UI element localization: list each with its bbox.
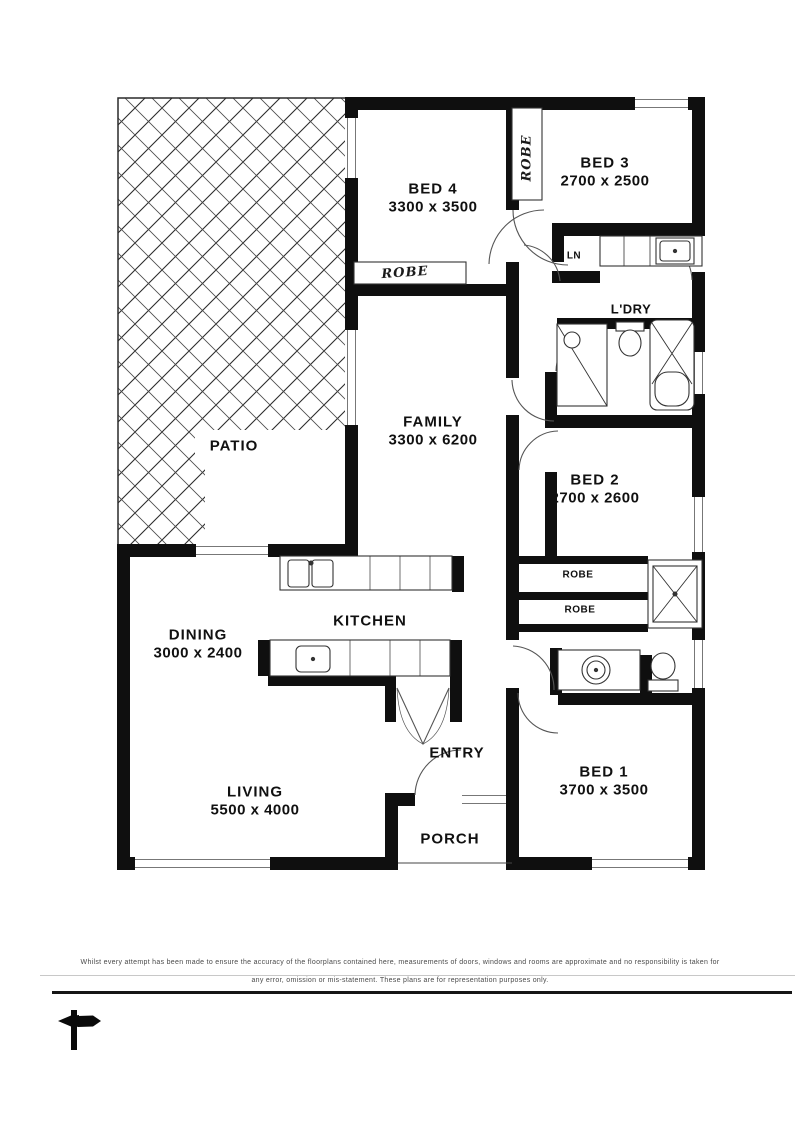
door-arcs	[397, 210, 692, 795]
laundry-bench	[600, 236, 702, 266]
room-dims: 3300 x 3500	[388, 198, 478, 216]
room-name: BED 1	[579, 763, 629, 781]
toilet	[616, 322, 644, 356]
closet-label-text: ROBE	[564, 604, 596, 616]
room-label-kitchen	[333, 613, 407, 630]
room-label-entry	[429, 745, 484, 762]
disclaimer-line-1: Whilst every attempt has been made to ensure the accuracy of the floorplans contained here, measurements of doors, windows and rooms are approximate and no responsibility is taken for	[80, 959, 720, 966]
room-name: BED 3	[580, 154, 630, 172]
room-label-dining	[154, 627, 243, 662]
bed2-robe-label-1	[563, 570, 594, 581]
closet-label-text: ROBE	[519, 134, 535, 182]
room-name: FAMILY	[403, 413, 463, 431]
kitchen-bench-bottom	[270, 640, 450, 676]
footer-divider-dark	[52, 991, 792, 994]
signpost-icon	[55, 1008, 105, 1056]
patio-deck-hatch	[118, 98, 355, 550]
room-label-bed3	[561, 155, 650, 190]
room-dims: 2700 x 2600	[550, 489, 640, 507]
closet-label-text: ROBE	[562, 569, 594, 581]
footer-divider-thin	[40, 975, 795, 976]
room-label-laundry	[611, 302, 652, 317]
room-name: BED 2	[570, 471, 620, 489]
room-name: L'DRY	[610, 301, 652, 317]
linen-closet-label	[567, 251, 581, 262]
disclaimer-line-2: any error, omission or mis-statement. These plans are for representation purposes only.	[251, 977, 549, 984]
room-label-living	[211, 784, 300, 819]
ensuite-toilet	[648, 653, 678, 691]
room-label-bed1	[560, 764, 649, 799]
room-name: LIVING	[226, 783, 284, 801]
bathtub	[650, 320, 694, 410]
bed2-robe-label-2	[565, 605, 596, 616]
room-name: BED 4	[408, 180, 458, 198]
room-label-bed2	[551, 472, 640, 507]
room-dims: 2700 x 2500	[560, 172, 650, 190]
room-label-bed4	[389, 181, 478, 216]
ensuite-shower	[648, 560, 702, 628]
room-label-family	[389, 414, 478, 449]
room-dims: 5500 x 4000	[210, 801, 300, 819]
room-name: PATIO	[209, 437, 259, 455]
room-name: KITCHEN	[333, 612, 407, 630]
room-label-patio	[210, 438, 259, 455]
kitchen-bench-top	[280, 556, 452, 590]
closet-label-text: ROBE	[381, 263, 429, 283]
room-dims: 3000 x 2400	[153, 644, 243, 662]
shower	[557, 324, 607, 406]
room-name: PORCH	[420, 830, 480, 848]
closet-label-text: LN	[566, 250, 582, 262]
room-name: DINING	[168, 626, 228, 644]
room-dims: 3700 x 3500	[559, 781, 649, 799]
room-name: ENTRY	[429, 744, 485, 762]
vanity	[558, 650, 640, 690]
room-dims: 3300 x 6200	[388, 431, 478, 449]
bed3-robe-label	[520, 134, 535, 181]
room-label-porch	[420, 831, 479, 848]
